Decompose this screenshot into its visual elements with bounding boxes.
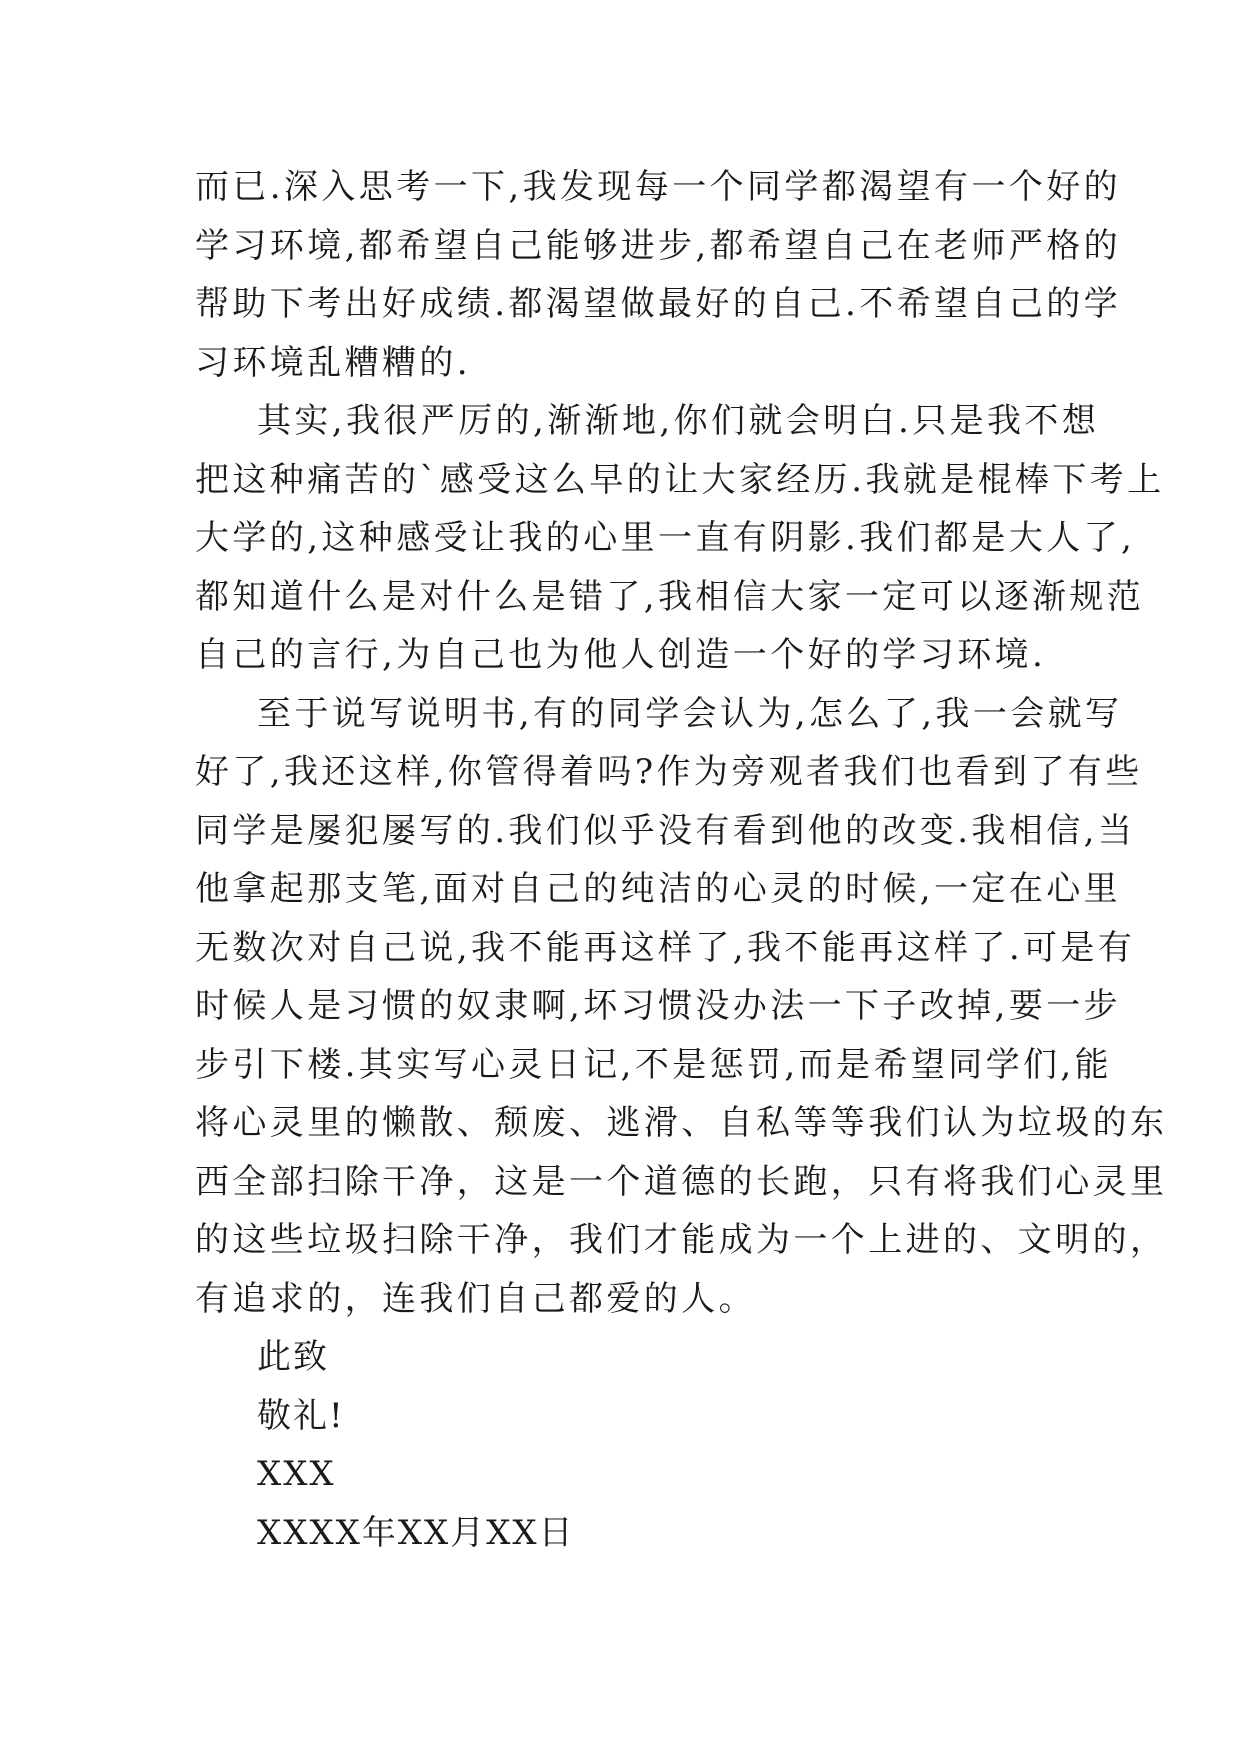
paragraph-line: 好了,我还这样,你管得着吗?作为旁观者我们也看到了有些 [195,752,1143,792]
paragraph-line: 帮助下考出好成绩.都渴望做最好的自己.不希望自己的学 [195,284,1122,324]
paragraph-line: 将心灵里的懒散、颓废、逃滑、自私等等我们认为垃圾的东 [195,1103,1168,1143]
paragraph-1 [195,158,1122,392]
letter-body [195,158,1168,1562]
paragraph-line: 至于说写说明书,有的同学会认为,怎么了,我一会就写 [257,693,1123,734]
paragraph-line: 时候人是习惯的奴隶啊,坏习惯没办法一下子改掉,要一步 [195,986,1122,1026]
closing-salutation: 此致 [257,1337,329,1377]
paragraph-line: 有追求的，连我们自己都爱的人。 [195,1278,756,1319]
paragraph-line: 的这些垃圾扫除干净，我们才能成为一个上进的、文明的， [195,1220,1168,1260]
paragraph-line: 步引下楼.其实写心灵日记,不是惩罚,而是希望同学们,能 [195,1044,1113,1085]
paragraph-line: 他拿起那支笔,面对自己的纯洁的心灵的时候,一定在心里 [195,869,1122,909]
paragraph-line: 而已.深入思考一下,我发现每一个同学都渴望有一个好的 [195,167,1122,207]
paragraph-2 [195,392,1165,685]
paragraph-3 [195,685,1168,1329]
paragraph-line: 都知道什么是对什么是错了,我相信大家一定可以逐渐规范 [195,576,1145,617]
paragraph-line: 西全部扫除干净，这是一个道德的长跑，只有将我们心灵里 [195,1161,1168,1202]
signature: XXX [257,1454,336,1494]
paragraph-line: 把这种痛苦的`感受这么早的让大家经历.我就是棍棒下考上 [195,459,1165,500]
paragraph-line: 习环境乱糟糟的. [195,342,472,383]
paragraph-line: 同学是屡犯屡写的.我们似乎没有看到他的改变.我相信,当 [195,810,1136,851]
paragraph-line: 其实,我很严厉的,渐渐地,你们就会明白.只是我不想 [257,401,1100,441]
letter-date: XXXX年XX月XX日 [257,1512,575,1553]
paragraph-line: 学习环境,都希望自己能够进步,都希望自己在老师严格的 [195,225,1122,266]
paragraph-line: 大学的,这种感受让我的心里一直有阴影.我们都是大人了, [195,518,1136,558]
paragraph-line: 自己的言行,为自己也为他人创造一个好的学习环境. [195,635,1047,675]
letter-closing [195,1328,1055,1562]
closing-regards: 敬礼! [257,1395,345,1436]
paragraph-line: 无数次对自己说,我不能再这样了,我不能再这样了.可是有 [195,927,1136,968]
